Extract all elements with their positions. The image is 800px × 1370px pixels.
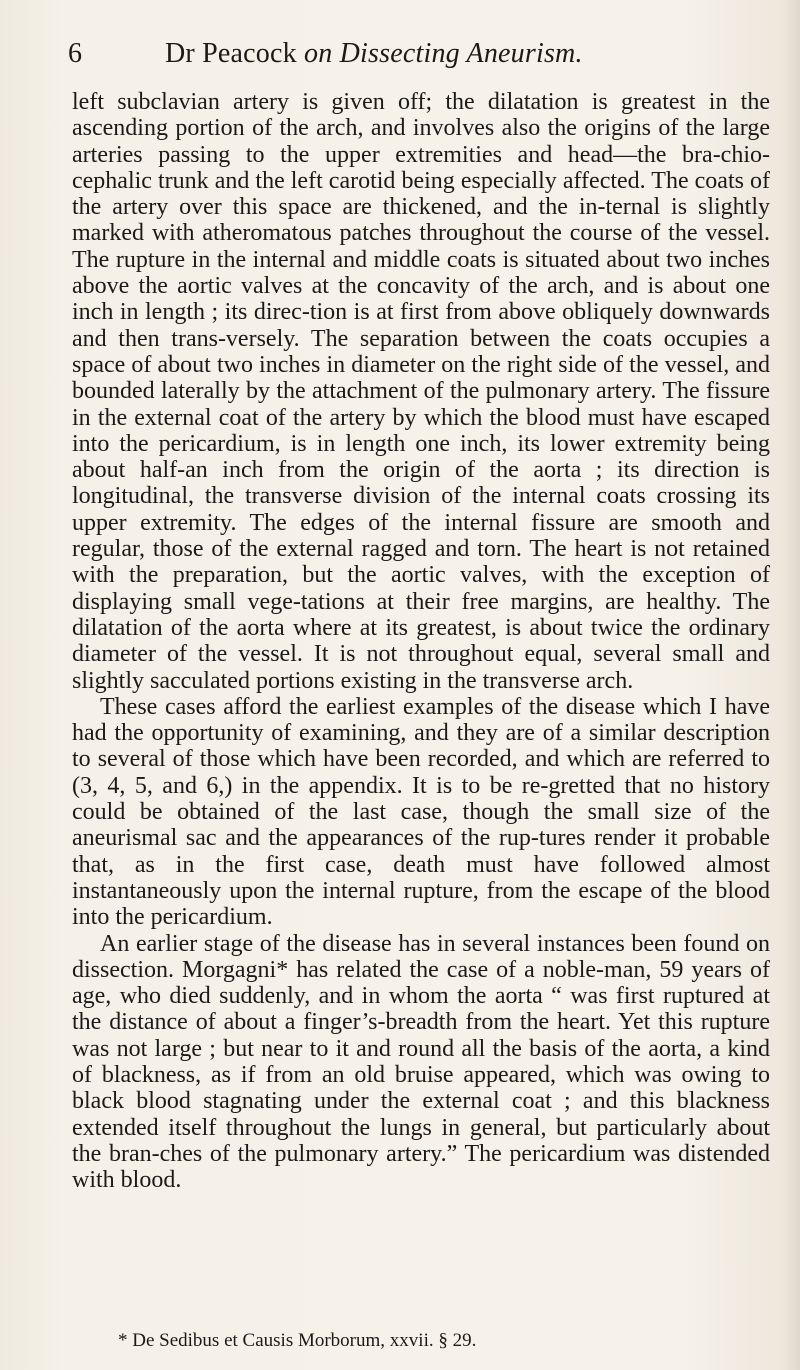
body-text bbox=[72, 89, 770, 1193]
running-header bbox=[68, 38, 768, 78]
title-author: Dr Peacock bbox=[165, 38, 297, 69]
paragraph: An earlier stage of the disease has in several instances been found on dissection. Morgagni* has related the case of a noble-man, 59 years of age, who died suddenly, and in whom the aorta “ was first ruptured at the distance of about a finger’s-breadth from the heart. Yet this rupture was not large ; but near to it and round all the basis of the aorta, a kind of blackness, as if from an old bruise appeared, which was owing to black blood stagnating under the external coat ; and this blackness extended itself throughout the lungs in general, but particularly about the bran-ches of the pulmonary artery.” The pericardium was distended with blood. bbox=[72, 930, 770, 1194]
page-edge-shadow bbox=[782, 0, 800, 1370]
page-number: 6 bbox=[68, 38, 83, 69]
footnote: * De Sedibus et Causis Morborum, xxvii. § 29. bbox=[118, 1330, 477, 1351]
running-title bbox=[165, 38, 583, 70]
paragraph: left subclavian artery is given off; the dilatation is greatest in the ascending portion of the arch, and involves also the origins of the large arteries passing to the upper extremities and head—the bra-chio-cephalic trunk and the left carotid being especially affected. The coats of the artery over this space are thickened, and the in-ternal is slightly marked with atheromatous patches throughout the course of the vessel. The rupture in the internal and middle coats is situated about two inches above the aortic valves at the concavity of the arch, and is about one inch in length ; its direc-tion is at first from above obliquely downwards and then trans-versely. The separation between the coats occupies a space of about two inches in diameter on the right side of the vessel, and bounded laterally by the attachment of the pulmonary artery. The fissure in the external coat of the artery by which the blood must have escaped into the pericardium, is in length one inch, its lower extremity being about half-an inch from the origin of the aorta ; its direction is longitudinal, the transverse division of the internal coats crossing its upper extremity. The edges of the internal fissure are smooth and regular, those of the external ragged and torn. The heart is not retained with the preparation, but the aortic valves, with the exception of displaying small vege-tations at their free margins, are healthy. The dilatation of the aorta where at its greatest, is about twice the ordinary diameter of the vessel. It is not throughout equal, several small and slightly sacculated portions existing in the transverse arch. bbox=[72, 89, 770, 694]
title-subject: on Dissecting Aneurism. bbox=[304, 38, 583, 69]
paragraph: These cases afford the earliest examples of the disease which I have had the opportunity of examining, and they are of a similar description to several of those which have been recorded, and which are referred to (3, 4, 5, and 6,) in the appendix. It is to be re-gretted that no history could be obtained of the last case, though the small size of the aneurismal sac and the appearances of the rup-tures render it probable that, as in the first case, death must have followed almost instantaneously upon the internal rupture, from the escape of the blood into the pericardium. bbox=[72, 693, 770, 931]
